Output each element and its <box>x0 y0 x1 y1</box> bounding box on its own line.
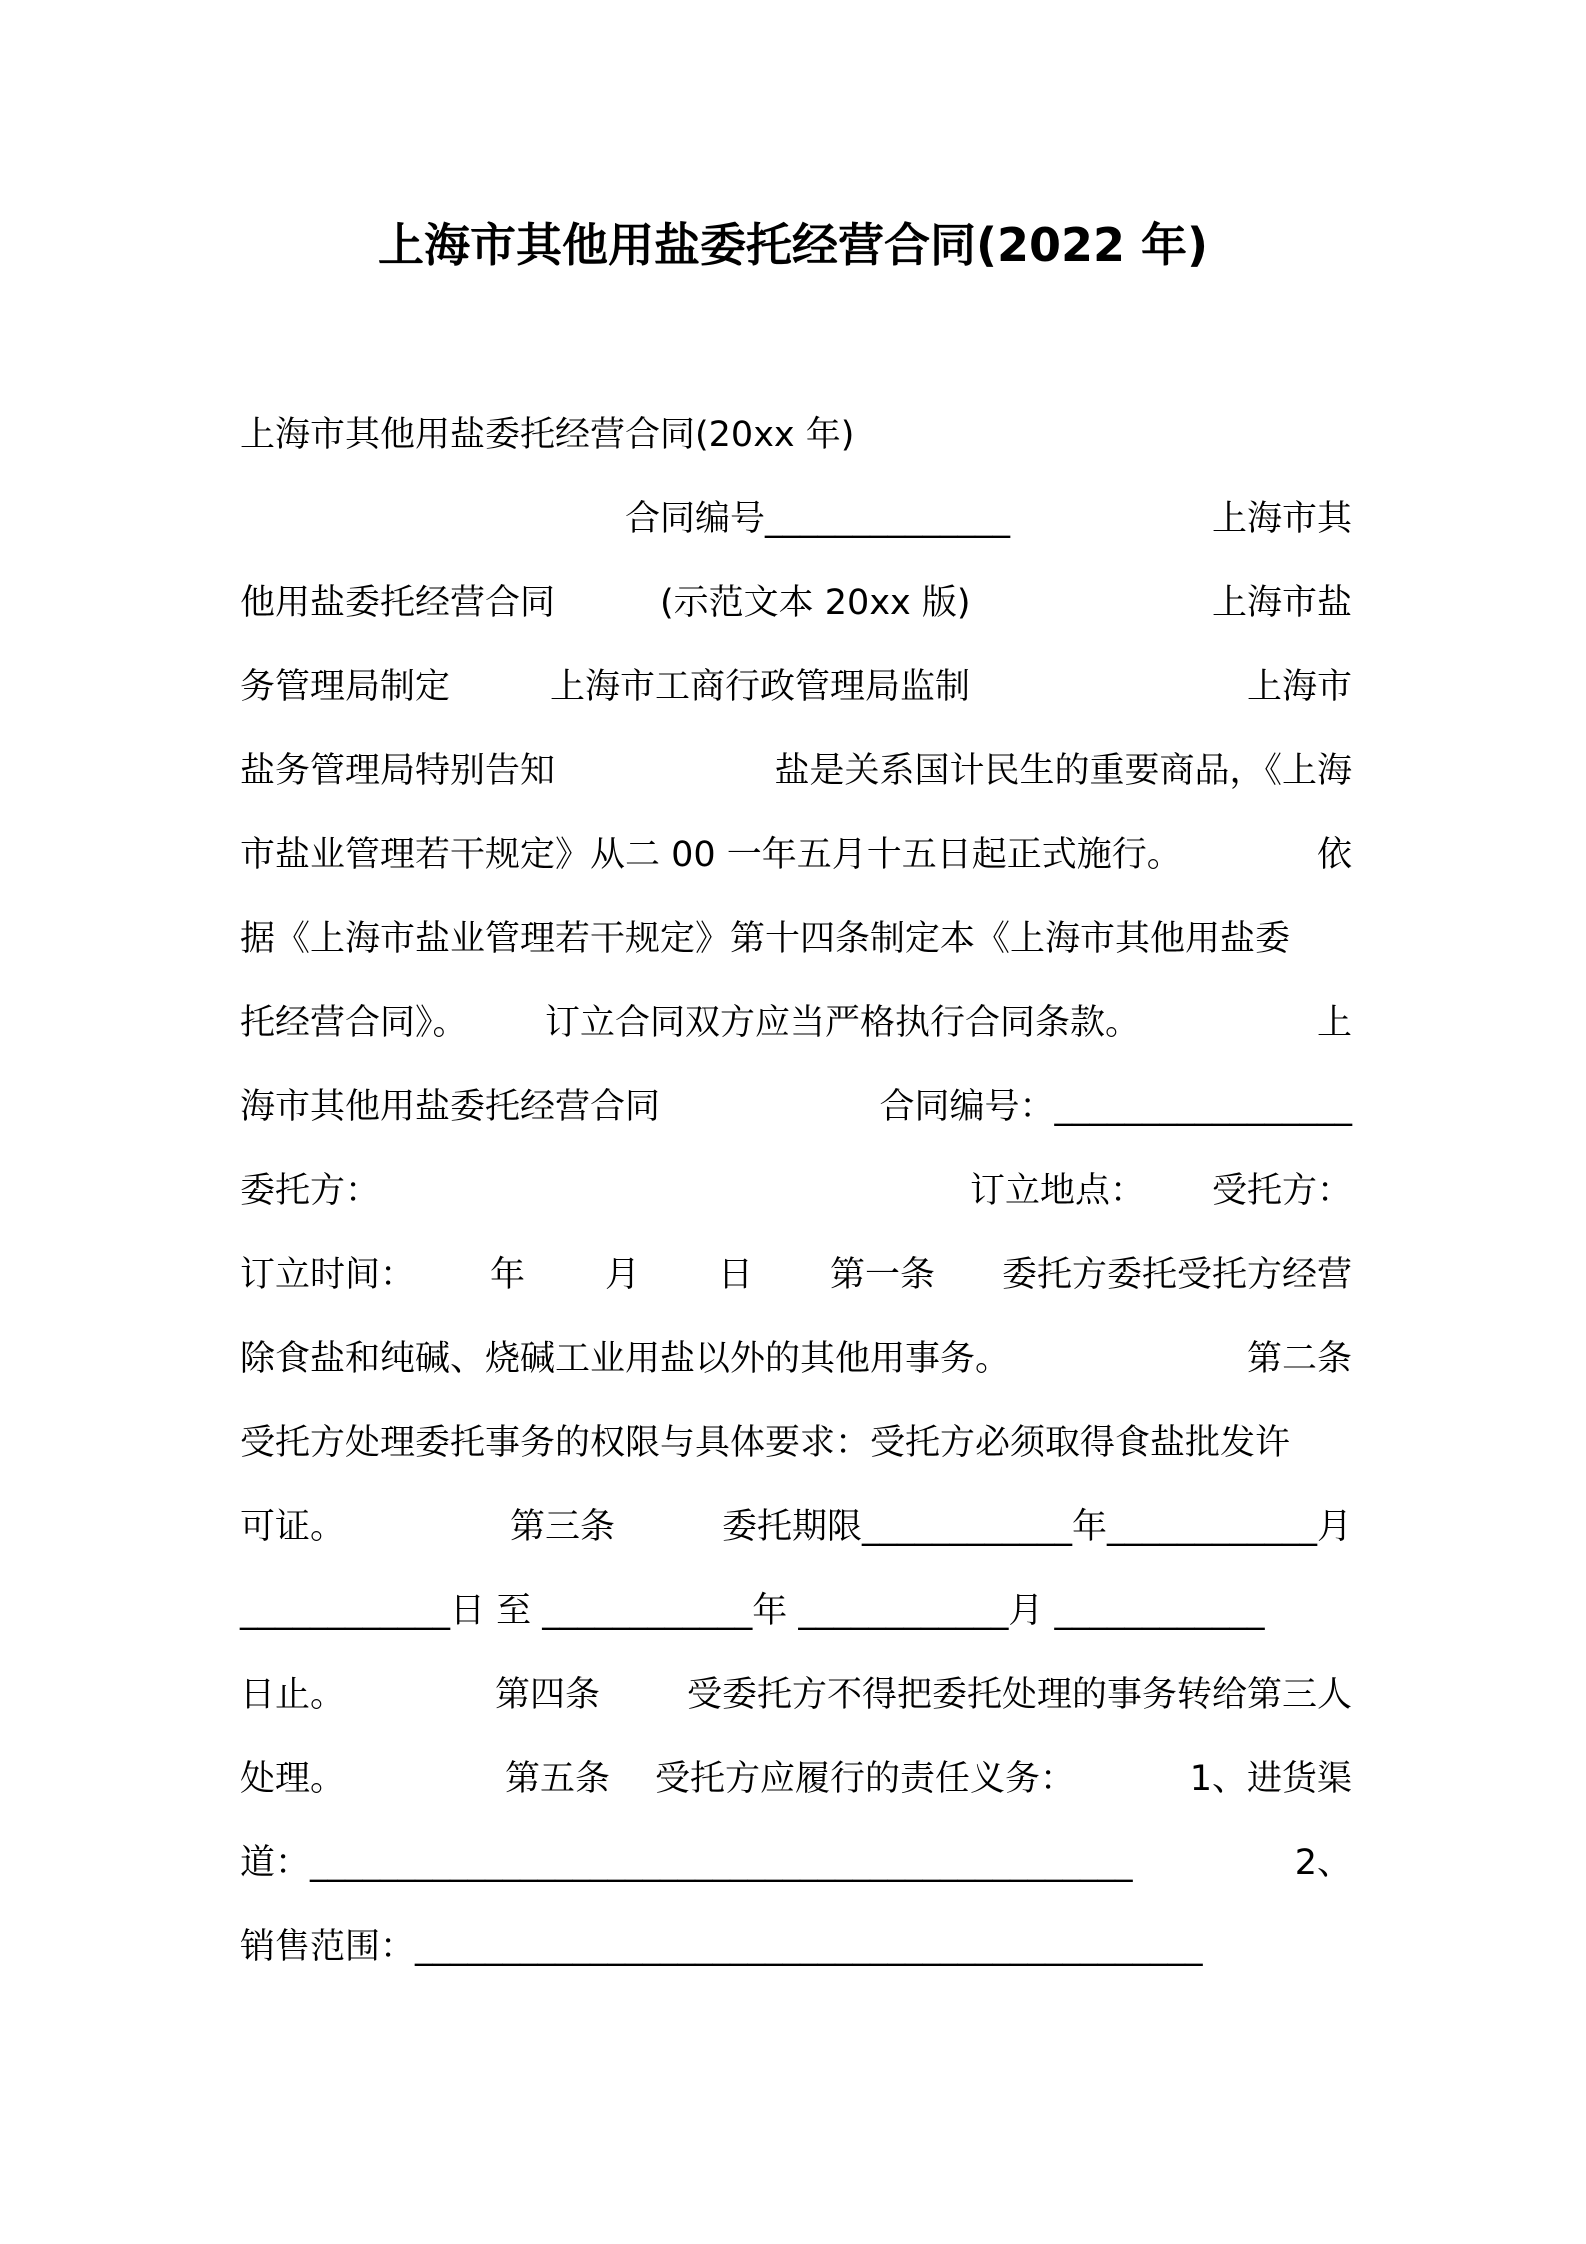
text-line-14 <box>240 1497 1352 1557</box>
text-line-8 <box>240 993 1352 1053</box>
text-line-17 <box>240 1749 1352 1809</box>
line-6-text-b: 依 <box>1316 835 1352 875</box>
article-4-text: 受委托方不得把委托处理的事务转给第三人 <box>686 1675 1352 1715</box>
line-3-text-a: 他用盐委托经营合同 <box>240 583 556 623</box>
line-16-text-a: 日止。 <box>240 1675 346 1715</box>
month-label: 月 <box>605 1255 641 1295</box>
text-line-7 <box>240 909 1352 969</box>
article-5-item-2: 2、 <box>1294 1843 1352 1883</box>
line-17-text-a: 处理。 <box>240 1759 346 1799</box>
contract-number-field: 合同编号______________ <box>625 499 1011 539</box>
text-line-15 <box>240 1581 1352 1641</box>
text-line-10 <box>240 1161 1352 1221</box>
text-line-11 <box>240 1245 1352 1305</box>
text-line-13 <box>240 1413 1352 1473</box>
line-8-text-b: 订立合同双方应当严格执行合同条款。 <box>545 1003 1141 1043</box>
article-3-heading: 第三条 <box>510 1507 616 1547</box>
sales-scope-field: 销售范围：_____________________________________________ <box>240 1927 1203 1967</box>
article-2-heading: 第二条 <box>1246 1339 1352 1379</box>
article-1-heading: 第一条 <box>830 1255 936 1295</box>
text-line-18 <box>240 1833 1352 1893</box>
text-line-1 <box>240 405 1352 465</box>
text-line-2 <box>240 489 1352 549</box>
contract-number-field-2: 合同编号：_________________ <box>879 1087 1352 1127</box>
day-label: 日 <box>718 1255 754 1295</box>
text-line-16 <box>240 1665 1352 1725</box>
line-8-text-a: 托经营合同》。 <box>240 1003 468 1043</box>
line-2-right-text: 上海市其 <box>1211 499 1352 539</box>
article-5-item-1: 1、进货渠 <box>1189 1759 1352 1799</box>
line-1-text: 上海市其他用盐委托经营合同(20xx 年) <box>240 415 855 455</box>
text-line-19 <box>240 1917 1352 1977</box>
text-line-6 <box>240 825 1352 885</box>
text-line-4 <box>240 657 1352 717</box>
line-12-text-a: 除食盐和纯碱、烧碱工业用盐以外的其他用事务。 <box>240 1339 1011 1379</box>
line-14-text-a: 可证。 <box>240 1507 346 1547</box>
text-line-3 <box>240 573 1352 633</box>
article-5-heading: 第五条 <box>505 1759 611 1799</box>
signing-place-label: 订立地点： <box>970 1171 1146 1211</box>
line-4-text-c: 上海市 <box>1246 667 1352 707</box>
entrust-period-field-2: ____________日 至 ____________年 ____________月 ____________ <box>240 1591 1265 1631</box>
principal-label: 委托方： <box>240 1171 381 1211</box>
purchase-channel-field: 道：_______________________________________________ <box>240 1843 1133 1883</box>
text-line-9 <box>240 1077 1352 1137</box>
line-7-text: 据《上海市盐业管理若干规定》第十四条制定本《上海市其他用盐委 <box>240 919 1291 959</box>
signing-time-label: 订立时间： <box>240 1255 416 1295</box>
line-13-text: 受托方处理委托事务的权限与具体要求：受托方必须取得食盐批发许 <box>240 1423 1291 1463</box>
entrust-period-field: 委托期限____________年____________月 <box>721 1507 1352 1547</box>
text-line-12 <box>240 1329 1352 1389</box>
line-4-text-a: 务管理局制定 <box>240 667 451 707</box>
article-4-heading: 第四条 <box>495 1675 601 1715</box>
year-label: 年 <box>490 1255 526 1295</box>
article-5-text: 受托方应履行的责任义务： <box>655 1759 1076 1799</box>
line-6-text-a: 市盐业管理若干规定》从二 00 一年五月十五日起正式施行。 <box>240 835 1182 875</box>
article-1-text: 委托方委托受托方经营 <box>1001 1255 1352 1295</box>
line-5-text-b: 盐是关系国计民生的重要商品，《上海 <box>774 751 1352 791</box>
agent-label: 受托方： <box>1211 1171 1352 1211</box>
document-title: 上海市其他用盐委托经营合同(2022 年) <box>377 218 1209 272</box>
line-5-text-a: 盐务管理局特别告知 <box>240 751 556 791</box>
line-4-text-b: 上海市工商行政管理局监制 <box>550 667 971 707</box>
line-8-text-c: 上 <box>1316 1003 1352 1043</box>
line-3-text-b: (示范文本 20xx 版) <box>660 583 971 623</box>
line-3-text-c: 上海市盐 <box>1211 583 1352 623</box>
text-line-5 <box>240 741 1352 801</box>
line-9-text-a: 海市其他用盐委托经营合同 <box>240 1087 661 1127</box>
